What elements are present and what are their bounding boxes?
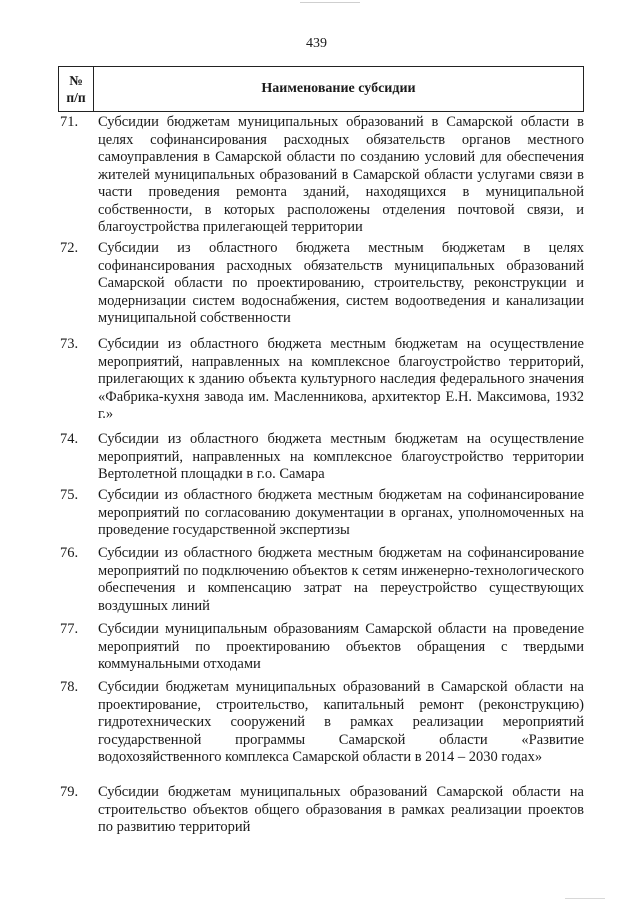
row-text: Субсидии из областного бюджета местным бюджетам на софинансирование мероприятий по согласованию документации в органах, уполномоченных на проведение государственной экспертизы — [98, 487, 584, 538]
row-number: 77. — [60, 621, 79, 637]
row-number: 76. — [60, 545, 79, 561]
row-text: Субсидии бюджетам муниципальных образований Самарской области на строительство объектов общего образования в рамках реализации проектов по развитию территорий — [98, 784, 584, 835]
row-text: Субсидии из областного бюджета местным бюджетам на осуществление мероприятий, направленных на комплексное благоустройство территории Вертолетной площадки в г.о. Самара — [98, 431, 584, 482]
row-text: Субсидии бюджетам муниципальных образований в Самарской области в целях софинансирования расходных обязательств органов местного самоуправления в Самарской области по созданию условий для обеспечения жителей муниципальных образований в Самарской области услугами связи в части проведения ремонта зданий, находящихся в муниципальной собственности, в которых расположены отделения почтовой связи, и благоустройства прилегающей территории — [98, 114, 584, 235]
row-number: 74. — [60, 431, 79, 447]
row-text: Субсидии из областного бюджета местным бюджетам в целях софинансирования расходных обязательств муниципальных образований Самарской области по проектированию, строительству, реконструкции и модернизации систем водоснабжения, систем водоотведения и канализации муниципальной собственности — [98, 240, 584, 326]
row-text: Субсидии из областного бюджета местным бюджетам на софинансирование мероприятий по подключению объектов к сетям инженерно-технологического обеспечения и компенсацию затрат на переустройство существующих воздушных линий — [98, 545, 584, 614]
row-number: 79. — [60, 784, 79, 800]
row-text: Субсидии муниципальным образованиям Самарской области на проведение мероприятий по проектированию объектов обращения с твердыми коммунальными отходами — [98, 621, 584, 672]
row-number: 73. — [60, 336, 79, 352]
row-number: 78. — [60, 679, 79, 695]
row-text: Субсидии бюджетам муниципальных образований в Самарской области на проектирование, строительство, капитальный ремонт (реконструкцию) гидротехнических сооружений в рамках реализации мероприятий государственной программы Самарской области «Развитие водохозяйственного комплекса Самарской области в 2014 – 2030 годах» — [98, 679, 584, 765]
row-number: 71. — [60, 114, 79, 130]
row-number: 72. — [60, 240, 79, 256]
header-number-column — [59, 67, 94, 111]
header-number-abbrev: п/п — [66, 90, 86, 105]
header-number-sign: № — [69, 73, 83, 88]
page-number: 439 — [306, 36, 327, 51]
scan-artifact — [300, 2, 360, 3]
row-text: Субсидии из областного бюджета местным бюджетам на осуществление мероприятий, направленных на комплексное благоустройство территорий, прилегающих к зданию объекта культурного наследия федерального значения «Фабрика-кухня завода им. Масленникова, архитектор Е.Н. Максимова, 1932 г.» — [98, 336, 584, 422]
table-header — [58, 66, 584, 112]
row-number: 75. — [60, 487, 79, 503]
header-title-column: Наименование субсидии — [261, 81, 416, 96]
scan-artifact — [565, 898, 605, 899]
